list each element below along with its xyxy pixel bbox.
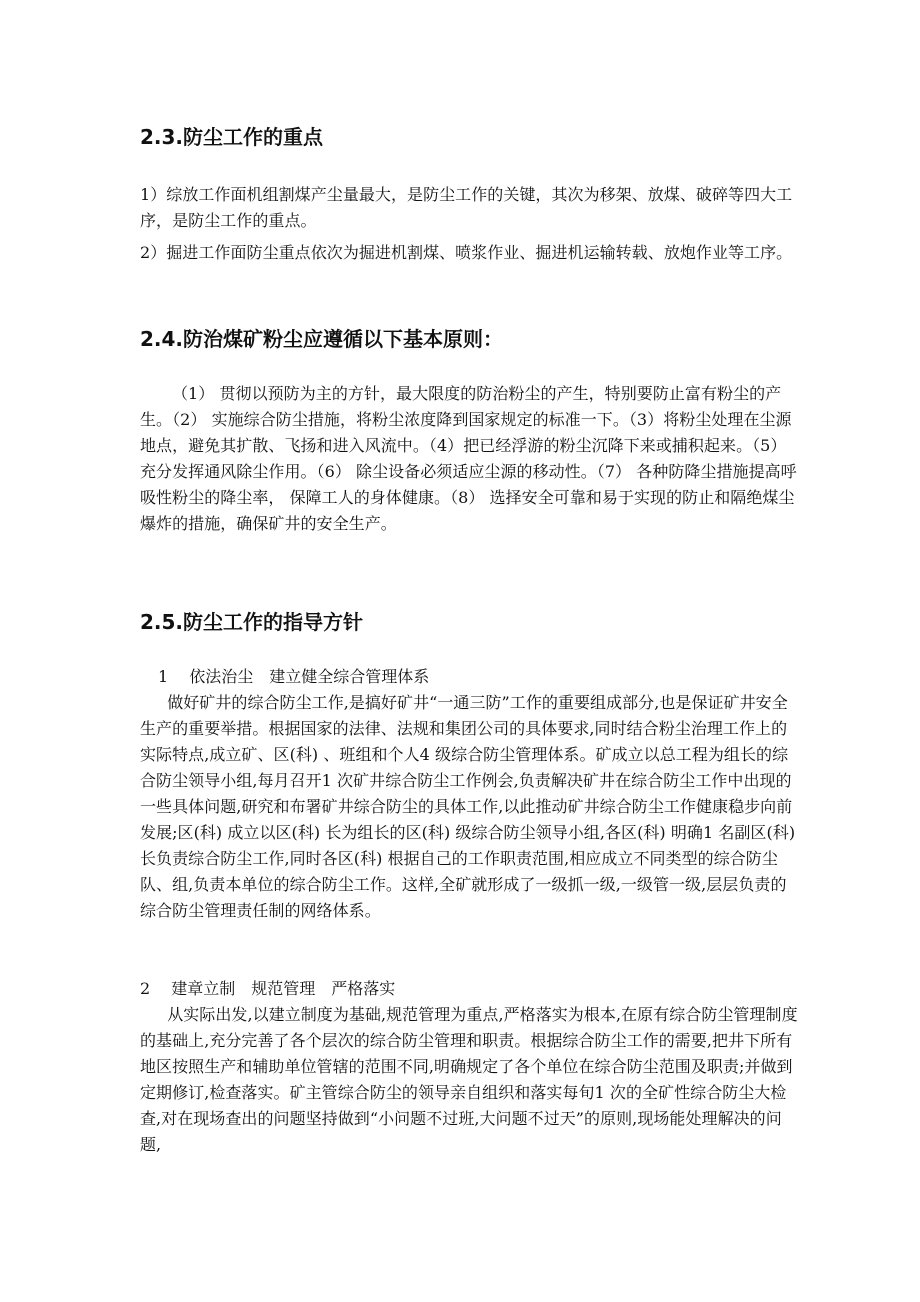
subheading-2-5-1: 1 依法治尘 建立健全综合管理体系 — [158, 667, 430, 686]
paragraph-2-3-item-2: 2）掘进工作面防尘重点依次为掘进机割煤、喷浆作业、掘进机运输转载、放炮作业等工序。 — [140, 243, 793, 262]
paragraph-2-5-2-body: 从实际出发,以建立制度为基础,规范管理为重点,严格落实为根本,在原有综合防尘管理制度的基础上,充分完善了各个层次的综合防尘管理和职责。根据综合防尘工作的需要,把井下所有地区按照生产和辅助单位管辖的范围不同,明确规定了各个单位在综合防尘范围及职责;并做到定期修订,检查落实。矿主管综合防尘的领导亲自组织和落实每旬1 次的全矿性综合防尘大检查,对在现场查出的问题坚持做到“小问题不过班,大问题不过天”的原则,现场能处理解决的问题, — [140, 1005, 798, 1154]
heading-2-4: 2.4.防治煤矿粉尘应遵循以下基本原则： — [140, 327, 504, 351]
heading-2-3: 2.3.防尘工作的重点 — [140, 125, 324, 149]
subheading-2-5-2: 2 建章立制 规范管理 严格落实 — [140, 979, 396, 998]
paragraph-2-4-principles: （1） 贯彻以预防为主的方针，最大限度的防治粉尘的产生，特别要防止富有粉尘的产生。（2） 实施综合防尘措施，将粉尘浓度降到国家规定的标准一下。（3）将粉尘处理在尘源地点，避免其扩散、飞扬和进入风流中。（4）把已经浮游的粉尘沉降下来或捕积起来。（5） 充分发挥通风除尘作用。（6） 除尘设备必须适应尘源的移动性。（7） 各种防降尘措施提高呼吸性粉尘的降尘率， 保障工人的身体健康。（8） 选择安全可靠和易于实现的防止和隔绝煤尘爆炸的措施，确保矿井的安全生产。 — [140, 384, 797, 533]
paragraph-2-3-item-1: 1）综放工作面机组割煤产尘量最大，是防尘工作的关键，其次为移架、放煤、破碎等四大工序，是防尘工作的重点。 — [140, 185, 793, 230]
paragraph-2-5-1-body: 做好矿井的综合防尘工作,是搞好矿井“一通三防”工作的重要组成部分,也是保证矿井安全生产的重要举措。根据国家的法律、法规和集团公司的具体要求,同时结合粉尘治理工作上的实际特点,成立矿、区(科) 、班组和个人4 级综合防尘管理体系。矿成立以总工程为组长的综合防尘领导小组,每月召开1 次矿井综合防尘工作例会,负责解决矿井在综合防尘工作中出现的一些具体问题,研究和布署矿井综合防尘的具体工作,以此推动矿井综合防尘工作健康稳步向前发展;区(科) 成立以区(科) 长为组长的区(科) 级综合防尘领导小组,各区(科) 明确1 名副区(科) 长负责综合防尘工作,同时各区(科) 根据自己的工作职责范围,相应成立不同类型的综合防尘队、组,负责本单位的综合防尘工作。这样,全矿就形成了一级抓一级,一级管一级,层层负责的综合防尘管理责任制的网络体系。 — [140, 693, 796, 920]
heading-2-5: 2.5.防尘工作的指导方针 — [140, 610, 364, 634]
